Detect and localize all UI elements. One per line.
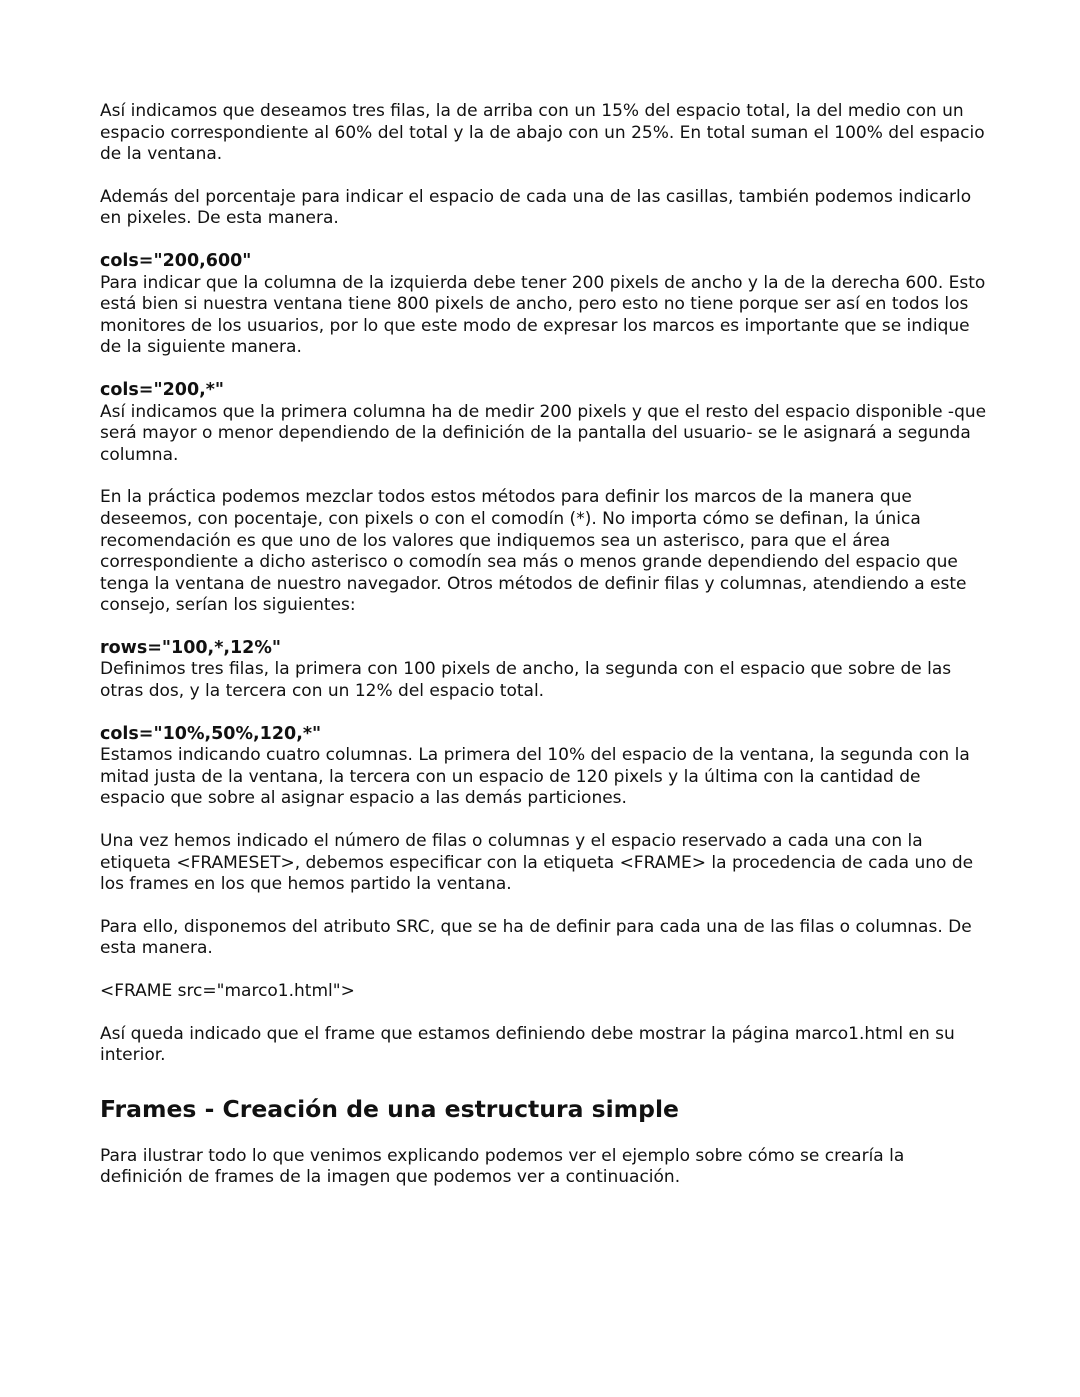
paragraph-illustrate-example: Para ilustrar todo lo que venimos explicando podemos ver el ejemplo sobre cómo se crearía la definición de frames de la imagen que podemos ver a continuación. — [100, 1145, 905, 1188]
paragraph-mixing-methods: En la práctica podemos mezclar todos estos métodos para definir los marcos de la manera que deseemos, con pocentaje, con pixels o con el comodín (*). No importa cómo se definan, la única recomendación es que uno de los valores que indiquemos sea un asterisco, para que el área correspondiente a dicho asterisco o comodín sea más o menos grande dependiendo del espacio que tenga la ventana de nuestro navegador. Otros métodos de definir filas y columnas, atendiendo a este consejo, serían los siguientes: — [100, 487, 967, 616]
paragraph-rows-three-explanation: Definimos tres filas, la primera con 100 pixels de ancho, la segunda con el espacio que sobre de las otras dos, y la tercera con un 12% del espacio total. — [100, 659, 952, 702]
paragraph-pixels-intro: Además del porcentaje para indicar el espacio de cada una de las casillas, también podemos indicarlo en pixeles. De esta manera. — [100, 186, 972, 229]
code-example-cols-four: cols="10%,50%,120,*" — [100, 723, 322, 744]
section-title: Frames - Creación de una estructura simple — [100, 1094, 679, 1123]
frame-tag-example: <FRAME src="marco1.html"> — [100, 981, 355, 1001]
code-example-cols-200-600: cols="200,600" — [100, 250, 252, 271]
paragraph-frameset-frame: Una vez hemos indicado el número de filas o columnas y el espacio reservado a cada una con la etiqueta <FRAMESET>, debemos especificar con la etiqueta <FRAME> la procedencia de cada uno de los frames en los que hemos partido la ventana. — [100, 831, 974, 895]
code-example-cols-200-star: cols="200,*" — [100, 379, 225, 400]
paragraph-cols-four-explanation: Estamos indicando cuatro columnas. La primera del 10% del espacio de la ventana, la segunda con la mitad justa de la ventana, la tercera con un espacio de 120 pixels y la última con la cantidad de espacio que sobre al asignar espacio a las demás particiones. — [100, 745, 970, 809]
document-page — [100, 101, 990, 1210]
code-example-rows-100-star-12: rows="100,*,12%" — [100, 637, 281, 658]
paragraph-marco1-explanation: Así queda indicado que el frame que estamos definiendo debe mostrar la página marco1.html en su interior. — [100, 1023, 955, 1066]
paragraph-cols-200-star-explanation: Así indicamos que la primera columna ha de medir 200 pixels y que el resto del espacio disponible -que será mayor o menor dependiendo de la definición de la pantalla del usuario- se le asignará a segunda columna. — [100, 401, 987, 465]
paragraph-src-attribute: Para ello, disponemos del atributo SRC, que se ha de definir para cada una de las filas o columnas. De esta manera. — [100, 916, 972, 959]
paragraph-rows-percentages: Así indicamos que deseamos tres filas, la de arriba con un 15% del espacio total, la del medio con un espacio correspondiente al 60% del total y la de abajo con un 25%. En total suman el 100% del espacio de la ventana. — [100, 101, 985, 165]
paragraph-cols-200-600-explanation: Para indicar que la columna de la izquierda debe tener 200 pixels de ancho y la de la derecha 600. Esto está bien si nuestra ventana tiene 800 pixels de ancho, pero esto no tiene porque ser así en todos los monitores de los usuarios, por lo que este modo de expresar los marcos es importante que se indique de la siguiente manera. — [100, 272, 986, 358]
